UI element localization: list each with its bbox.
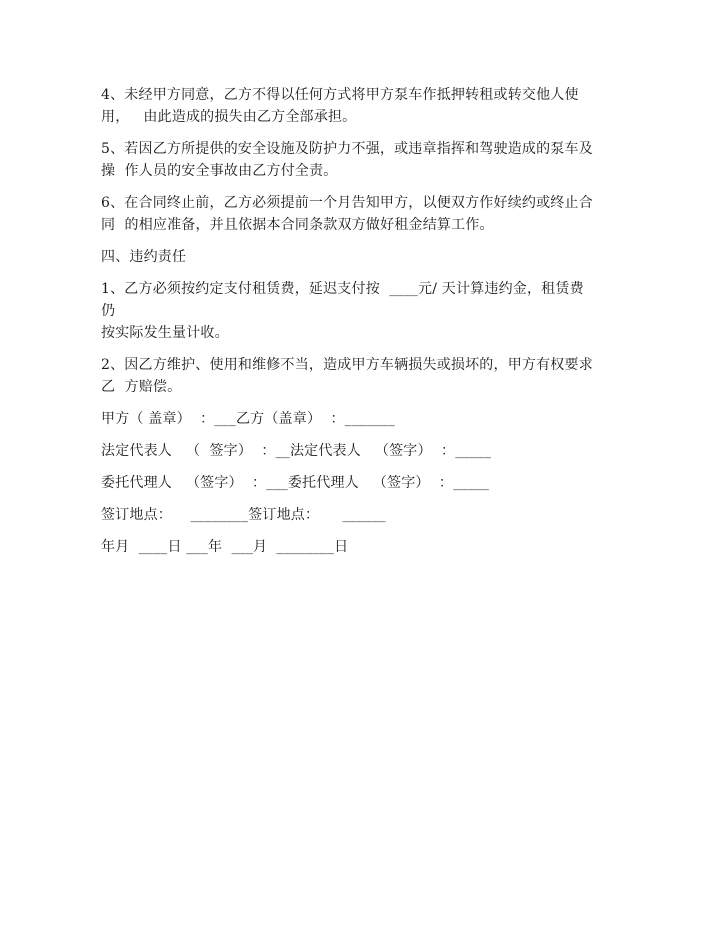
clause-6-line-2: 同 的相应准备，并且依据本合同条款双方做好租金结算工作。: [101, 217, 494, 233]
signature-signing-location: 签订地点： ________签订地点： ______: [101, 507, 386, 523]
clause-6: [101, 192, 611, 236]
liability-1-line-1: 1、乙方必须按约定支付租赁费，延迟支付按 ____元/ 天计算违约金，租赁费: [101, 281, 584, 297]
liability-1: [101, 278, 611, 344]
clause-4-line-1: 4、未经甲方同意，乙方不得以任何方式将甲方泵车作抵押转租或转交他人使: [101, 87, 579, 103]
signature-block: [101, 408, 611, 558]
signature-party-seals: 甲方（ 盖章） ：___乙方（盖章） ：_______: [101, 411, 396, 427]
clause-5: [101, 138, 611, 182]
liability-2-line-1: 2、因乙方维护、使用和维修不当，造成甲方车辆损失或损坏的，甲方有权要求: [101, 357, 593, 373]
signature-date: 年月 ____日 ___年 ___月 ________日: [101, 539, 349, 555]
document-body: [101, 84, 611, 568]
clause-5-line-1: 5、若因乙方所提供的安全设施及防护力不强，或违章指挥和驾驶造成的泵车及: [101, 141, 593, 157]
clause-6-line-1: 6、在合同终止前，乙方必须提前一个月告知甲方，以便双方作好续约或终止合: [101, 195, 593, 211]
liability-1-line-2: 仍: [101, 303, 116, 319]
clause-4-line-2: 用， 由此造成的损失由乙方全部承担。: [101, 109, 357, 125]
section-heading-breach-liability: 四、违约责任: [101, 249, 187, 265]
liability-2-line-2: 乙 方赔偿。: [101, 379, 182, 395]
clause-4: [101, 84, 611, 128]
signature-authorized-agents: 委托代理人 （签字） ：___委托代理人 （签字） ：_____: [101, 475, 490, 491]
liability-1-line-3: 按实际发生量计收。: [101, 325, 229, 341]
clause-5-line-2: 操 作人员的安全事故由乙方付全责。: [101, 163, 338, 179]
signature-legal-representatives: 法定代表人 （ 签字） ：__法定代表人 （签字） ：_____: [101, 443, 492, 459]
liability-2: [101, 354, 611, 398]
